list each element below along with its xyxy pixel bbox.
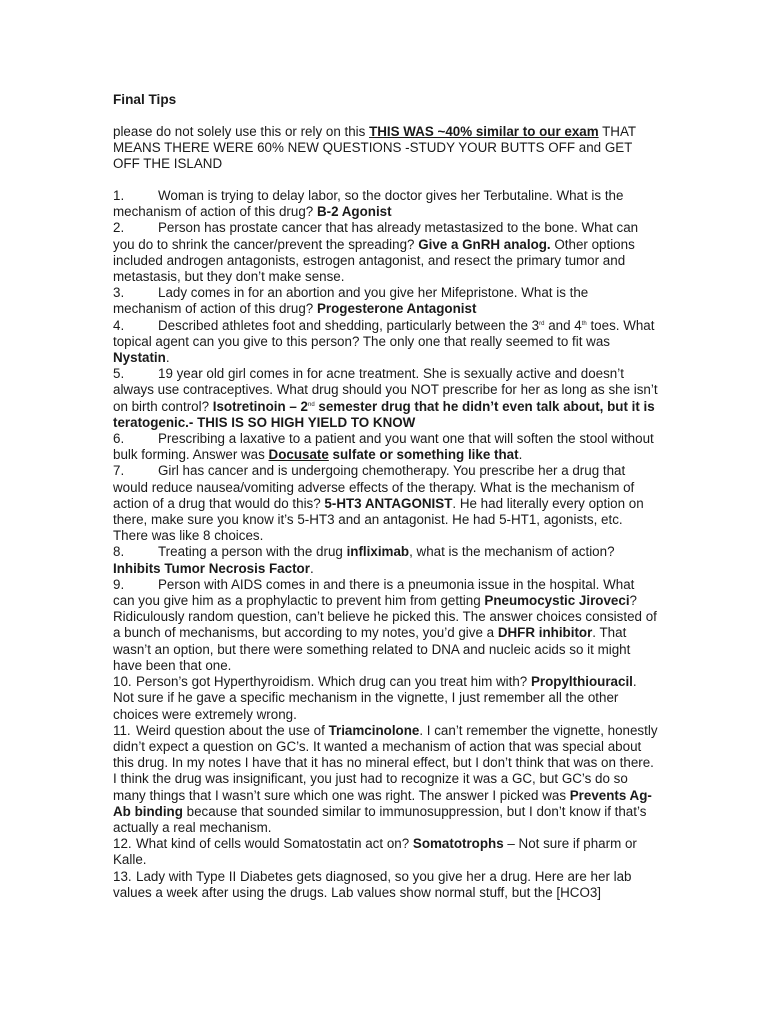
item-answer: Somatotrophs — [412, 836, 504, 852]
item-number: 11. — [113, 722, 131, 738]
item-answer: Isotretinoin – 2 — [212, 398, 308, 414]
item-text: toes. What topical agent can you give to this person? The only one that really seemed to fit was — [113, 317, 655, 349]
item-answer: semester drug that he didn’t even talk about, but it is teratogenic.- THIS IS SO HIGH YIELD TO KNOW — [113, 398, 655, 430]
item-text: . — [165, 350, 170, 366]
item-answer: Nystatin — [113, 350, 166, 366]
item-number: 9. — [113, 576, 125, 592]
item-answer: Inhibits Tumor Necrosis Factor — [113, 560, 310, 576]
item-number: 2. — [113, 220, 125, 236]
item-text: Person has prostate cancer that has already metastasized to the bone. What can you do to shrink the cancer/prevent the spreading? — [113, 220, 639, 252]
item-text: What kind of cells would Somatostatin act on? — [136, 836, 413, 852]
intro-text-end: THAT MEANS THERE WERE 60% NEW QUESTIONS -STUDY YOUR BUTTS OFF and GET OFF THE ISLAND — [113, 124, 636, 172]
list-item — [113, 869, 658, 901]
item-answer: sulfate or something like that — [328, 447, 519, 463]
document-title: Final Tips — [113, 92, 177, 107]
item-text: Prescribing a laxative to a patient and you want one that will soften the stool without bulk forming. Answer was — [113, 431, 654, 463]
item-number: 7. — [113, 463, 125, 479]
list-item — [113, 674, 658, 723]
item-text: Person with AIDS comes in and there is a pneumonia issue in the hospital. What can you give him as a prophylactic to prevent him from getting — [113, 576, 635, 609]
list-item — [113, 220, 658, 285]
item-text: . That wasn’t an option, but there were something related to DNA and nucleic acids so it might have been that one. — [113, 625, 631, 673]
item-number: 5. — [113, 366, 125, 382]
item-number: 3. — [113, 285, 125, 301]
item-answer: Docusate — [268, 447, 329, 463]
item-number: 4. — [113, 317, 125, 333]
item-text: Described athletes foot and shedding, particularly between the 3 — [158, 317, 540, 333]
item-answer: Give a GnRH analog. — [418, 236, 551, 252]
item-text: . He had literally every option on there, make sure you know it’s 5-HT3 and an antagonist. He had 5-HT1, agonists, etc. There was like 8 choices. — [113, 495, 644, 544]
list-item — [113, 188, 658, 220]
item-text: Treating a person with the drug — [158, 544, 347, 560]
tips-list — [113, 188, 658, 901]
item-answer: Progesterone Antagonist — [316, 301, 477, 317]
intro-highlight: THIS WAS ~40% similar to our exam — [369, 124, 599, 139]
item-answer: 5-HT3 ANTAGONIST — [324, 495, 453, 511]
list-item — [113, 723, 658, 836]
list-item — [113, 836, 658, 868]
item-answer: infliximab — [346, 544, 410, 560]
item-answer: Propylthiouracil — [530, 674, 633, 690]
item-text: Girl has cancer and is undergoing chemotherapy. You prescribe her a drug that would reduce nausea/vomiting adverse effects of the therapy. What is the mechanism of action of a drug that would do this? — [113, 463, 635, 511]
item-number: 1. — [113, 188, 125, 203]
list-item — [113, 544, 658, 576]
list-item — [113, 463, 658, 544]
item-text: . Not sure if he gave a specific mechanism in the vignette, I just remember all the other choices were extremely wrong. — [113, 674, 637, 722]
item-number: 10. — [113, 674, 132, 690]
item-text: Lady comes in for an abortion and you give her Mifepristone. What is the mechanism of action of this drug? — [113, 285, 589, 317]
item-text: ? Ridiculously random question, can’t believe he picked this. The answer choices consisted of a bunch of mechanisms, but according to my notes, you’d give a — [113, 593, 657, 641]
list-item — [113, 431, 658, 463]
item-text: and 4 — [544, 317, 582, 333]
item-number: 13. — [113, 868, 132, 884]
list-item — [113, 285, 658, 317]
item-text: – Not sure if pharm or Kalle. — [113, 836, 637, 868]
item-answer: Triamcinolone — [328, 722, 420, 738]
item-number: 6. — [113, 431, 125, 447]
item-text: . I can’t remember the vignette, honestly didn’t expect a question on GC’s. It wanted a mechanism of action that was special about this drug. In my notes I have that it has no mineral effect, but I don’t think that was on there. I think the drug was insignificant, you just had to recognize it was a GC, but GC’s do so many things that I wasn’t sure which one was right. The answer I picked was — [113, 722, 658, 803]
intro-text: please do not solely use this or rely on this — [113, 124, 370, 139]
item-answer: Pneumocystic Jiroveci — [484, 593, 630, 609]
item-text: . — [518, 447, 523, 463]
item-answer: B-2 Agonist — [316, 204, 392, 220]
intro-paragraph — [113, 124, 658, 173]
ordinal-suffix: th — [581, 320, 587, 327]
item-text: , what is the mechanism of action? — [409, 544, 615, 560]
item-text: Person’s got Hyperthyroidism. Which drug can you treat him with? — [136, 674, 531, 690]
item-number: 8. — [113, 544, 125, 560]
item-answer: Prevents Ag-Ab binding — [113, 787, 652, 819]
list-item — [113, 577, 658, 674]
ordinal-suffix: nd — [308, 401, 315, 408]
item-text: Woman is trying to delay labor, so the doctor gives her Terbutaline. What is the mechanism of action of this drug? — [113, 188, 624, 220]
item-text: Other options included androgen antagonists, estrogen antagonist, and resect the primary tumor and metastasis, but they don’t make sense. — [113, 236, 635, 285]
item-text: . — [309, 560, 314, 576]
item-text: because that sounded similar to immunosuppression, but I don’t know if that’s actually a real mechanism. — [113, 803, 647, 835]
item-number: 12. — [113, 836, 132, 852]
item-text: Lady with Type II Diabetes gets diagnosed, so you give her a drug. Here are her lab values a week after using the drugs. Lab values show normal stuff, but the [HCO3] — [113, 868, 632, 900]
item-text: 19 year old girl comes in for acne treatment. She is sexually active and doesn’t always use contraceptives. What drug should you NOT prescribe for her as long as she isn’t on birth control? — [113, 366, 658, 414]
item-text: Weird question about the use of — [136, 722, 329, 738]
list-item — [113, 366, 658, 431]
ordinal-suffix: rd — [539, 320, 545, 327]
list-item — [113, 318, 658, 367]
item-answer: DHFR inhibitor — [497, 625, 593, 641]
